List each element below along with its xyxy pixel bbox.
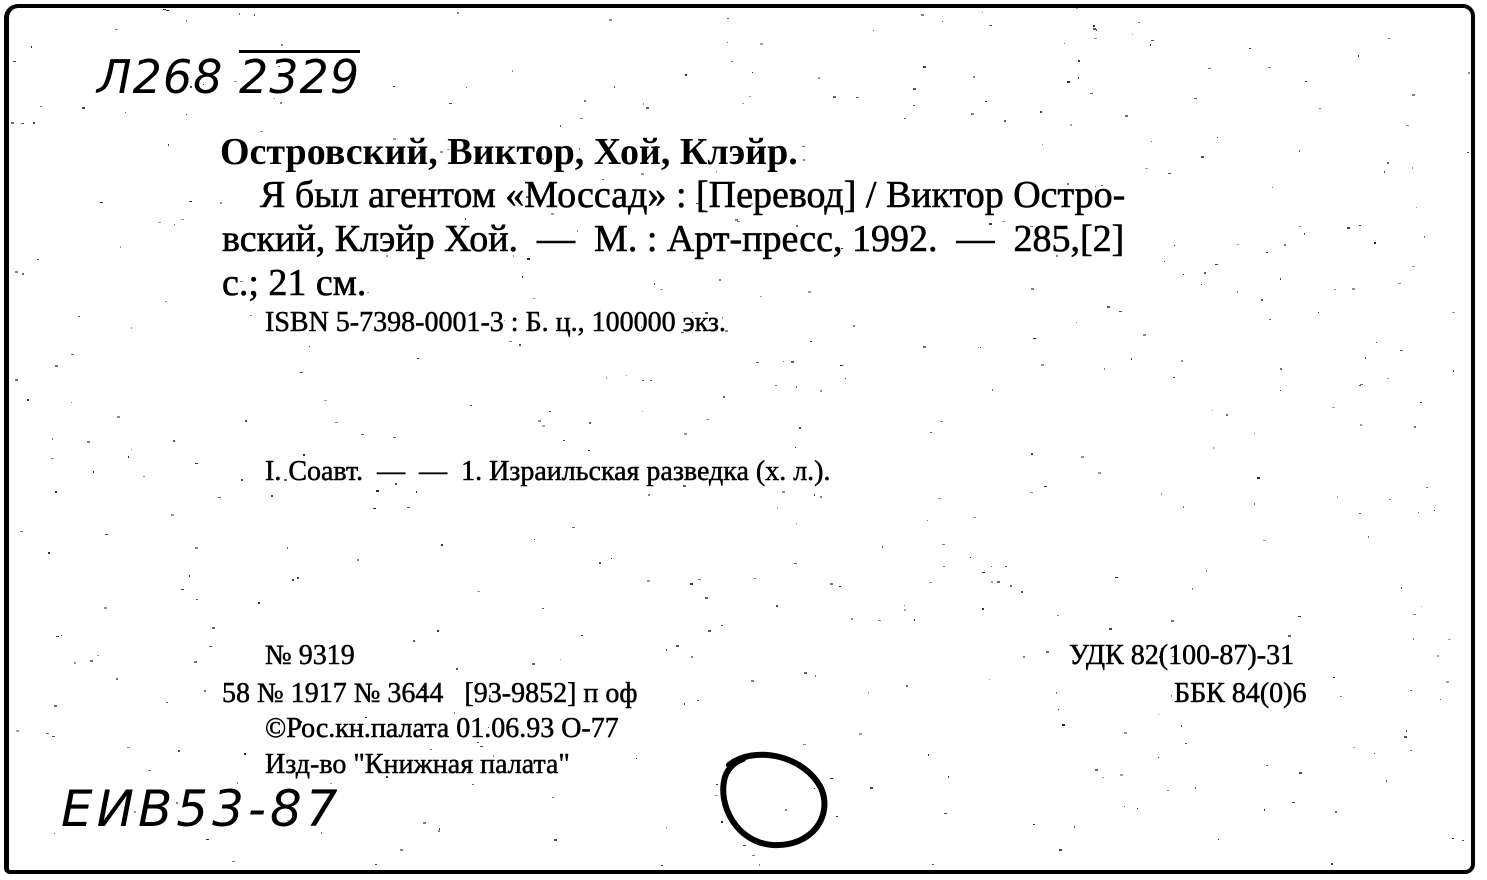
order-line: 58 № 1917 № 3644 [93-9852] п оф [222, 678, 638, 709]
handwritten-call-number-suffix: 2329 [239, 50, 361, 104]
handwritten-code: ЕИВ53-87 [61, 780, 342, 838]
udk-code: УДК 82(100-87)-31 [1069, 640, 1295, 671]
catalog-card [4, 4, 1475, 874]
number-line: № 9319 [265, 640, 355, 671]
isbn-line: ISBN 5-7398-0001-3 : Б. ц., 100000 экз. [265, 307, 726, 338]
author-heading: Островский, Виктор, Хой, Клэйр. [220, 131, 798, 173]
tracings-line: I. Соавт. — — 1. Израильская разведка (х. л.). [265, 456, 831, 487]
ink-circle-mark [709, 743, 839, 853]
publisher-line: Изд-во "Книжная палата" [265, 749, 570, 780]
handwritten-call-number: Л268 2329 [97, 50, 361, 104]
title-line-1: Я был агентом «Моссад» : [Перевод] / Виктор Остро- [222, 174, 1126, 216]
bbk-code: ББК 84(0)6 [1174, 678, 1307, 709]
title-line-3: с.; 21 см. [222, 262, 367, 304]
copyright-line: ©Рос.кн.палата 01.06.93 О-77 [265, 713, 619, 744]
title-line-2: вский, Клэйр Хой. — М. : Арт-пресс, 1992. — 285,[2] [222, 218, 1125, 260]
